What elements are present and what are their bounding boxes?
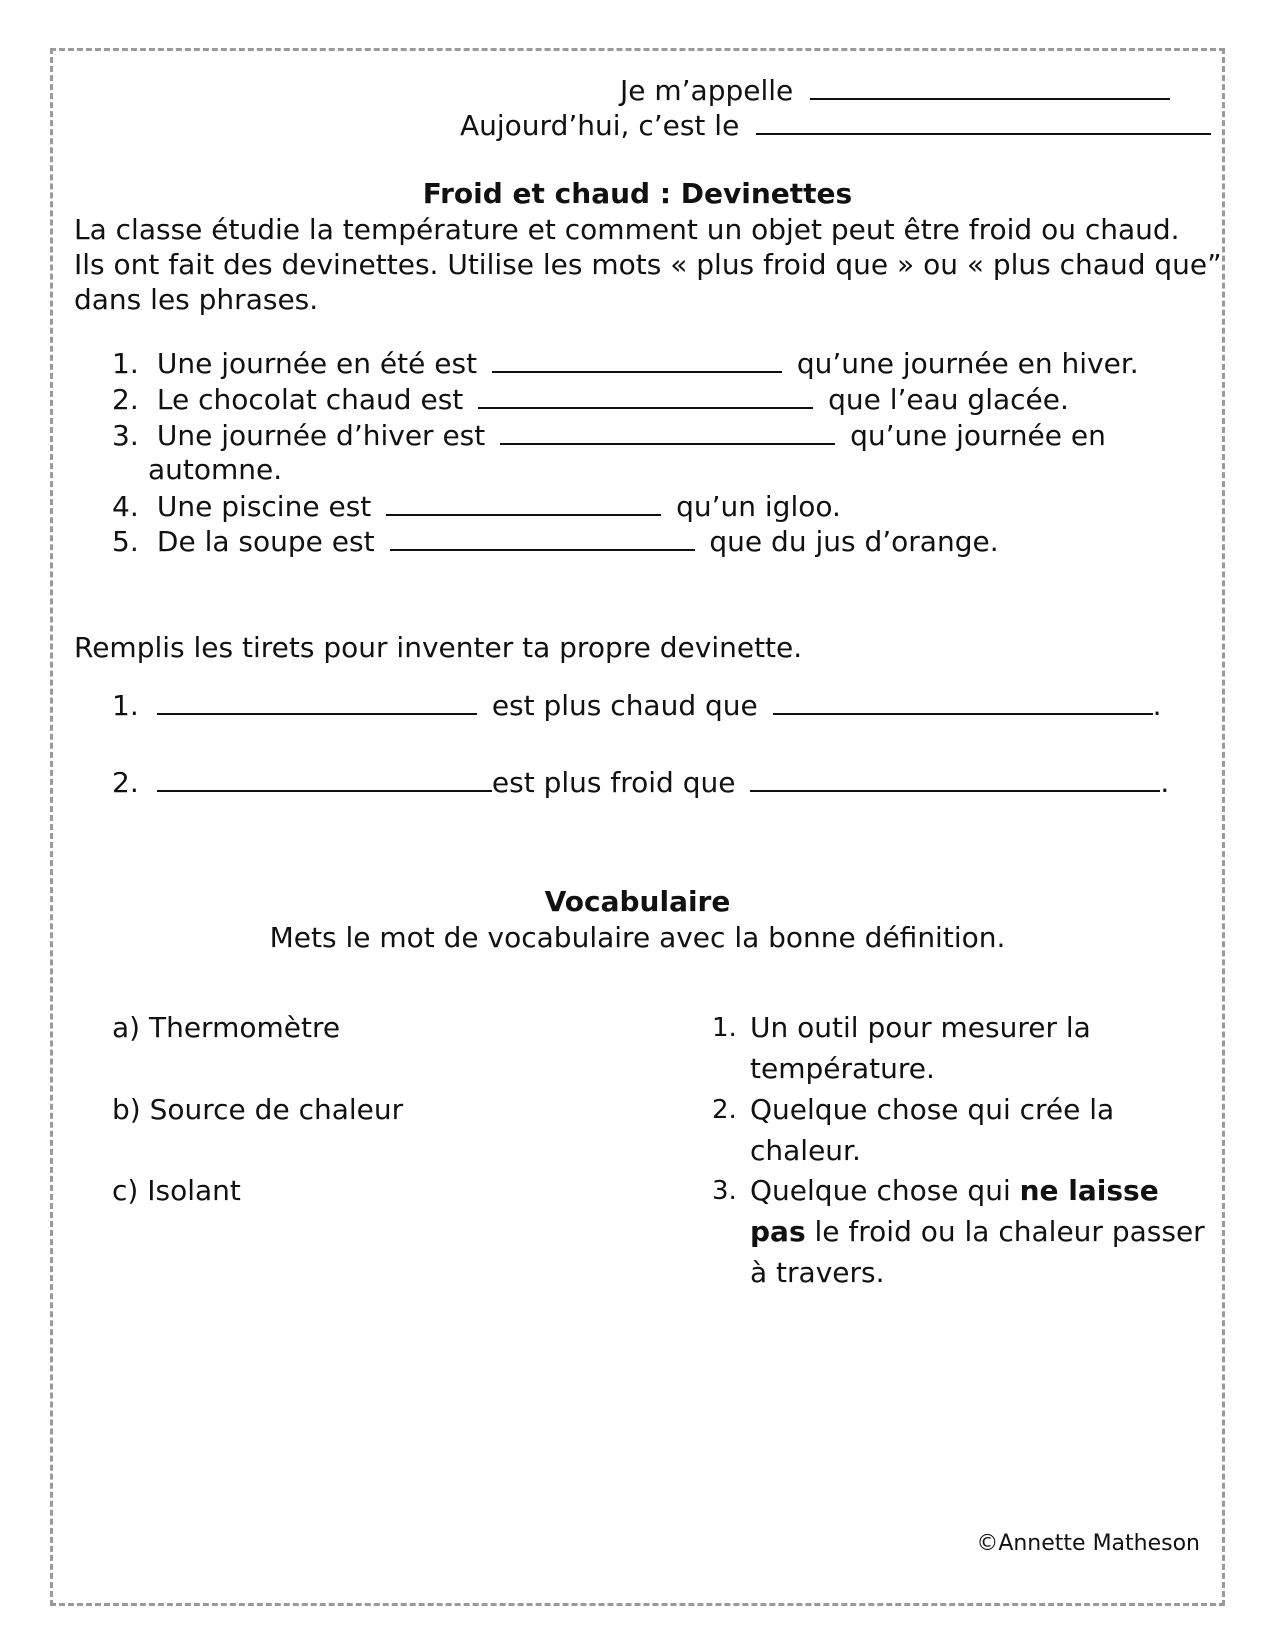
definition-number: 1.	[712, 1013, 737, 1043]
intro-line-2: Ils ont fait des devinettes. Utilise les mots « plus froid que » ou « plus chaud que”	[74, 248, 1222, 281]
question-number: 1.	[112, 347, 139, 380]
question-text: qu’une journée en hiver.	[796, 347, 1139, 380]
riddle-number: 1.	[112, 689, 139, 722]
question-number: 4.	[112, 490, 139, 523]
riddle-2	[112, 764, 1169, 801]
definition-number: 3.	[712, 1176, 737, 1206]
question-text: qu’un igloo.	[676, 490, 841, 523]
intro-line-3: dans les phrases.	[74, 283, 319, 316]
riddle-number: 2.	[112, 766, 139, 799]
vocab-term-b: b) Source de chaleur	[112, 1093, 404, 1126]
definition-number: 2.	[712, 1095, 737, 1125]
name-label: Je m’appelle	[620, 74, 794, 107]
question-text: Une piscine est	[156, 490, 372, 523]
vocab-title: Vocabulaire	[544, 885, 731, 918]
vocab-instruction: Mets le mot de vocabulaire avec la bonne définition.	[269, 921, 1006, 954]
date-blank[interactable]	[756, 107, 1211, 135]
name-blank[interactable]	[810, 72, 1170, 100]
intro-line-1: La classe étudie la température et comment un objet peut être froid ou chaud.	[74, 213, 1180, 246]
question-3-continuation: automne.	[148, 453, 283, 486]
question-number: 3.	[112, 419, 139, 452]
definition-emphasis: pas	[750, 1215, 806, 1248]
question-text: Une journée d’hiver est	[156, 419, 486, 452]
date-line	[460, 107, 1211, 144]
riddle-period: .	[1160, 766, 1170, 799]
riddle-blank-subject[interactable]	[157, 764, 492, 792]
riddle-text: est plus chaud que	[491, 689, 758, 722]
question-text: De la soupe est	[156, 525, 375, 558]
question-text: Le chocolat chaud est	[156, 383, 464, 416]
answer-blank[interactable]	[386, 488, 661, 516]
definition-2-line-1: Quelque chose qui crée la	[750, 1093, 1115, 1126]
definition-emphasis: ne laisse	[1019, 1174, 1159, 1207]
riddle-blank-object[interactable]	[773, 687, 1153, 715]
question-1	[112, 345, 1139, 382]
riddle-period: .	[1152, 689, 1162, 722]
answer-blank[interactable]	[478, 381, 813, 409]
question-2	[112, 381, 1069, 418]
definition-3-line-2	[750, 1214, 1205, 1250]
name-line	[620, 72, 1170, 109]
question-text: qu’une journée en	[850, 419, 1106, 452]
question-text: que du jus d’orange.	[709, 525, 999, 558]
copyright-notice: ©Annette Matheson	[976, 1531, 1200, 1556]
definition-text: Quelque chose qui	[750, 1174, 1020, 1207]
answer-blank[interactable]	[492, 345, 782, 373]
vocab-term-a: a) Thermomètre	[112, 1011, 341, 1044]
riddle-blank-subject[interactable]	[157, 687, 477, 715]
definition-3-line-3: à travers.	[750, 1256, 885, 1289]
riddle-1	[112, 687, 1162, 724]
question-text: Une journée en été est	[156, 347, 478, 380]
question-text: que l’eau glacée.	[828, 383, 1069, 416]
answer-blank[interactable]	[390, 523, 695, 551]
question-4	[112, 488, 841, 525]
question-number: 5.	[112, 525, 139, 558]
answer-blank[interactable]	[500, 417, 835, 445]
question-number: 2.	[112, 383, 139, 416]
date-label: Aujourd’hui, c’est le	[460, 109, 740, 142]
riddle-instruction: Remplis les tirets pour inventer ta propre devinette.	[74, 631, 803, 664]
question-3	[112, 417, 1106, 454]
question-5	[112, 523, 999, 560]
definition-text: le froid ou la chaleur passer	[805, 1215, 1205, 1248]
definition-1-line-2: température.	[750, 1052, 935, 1085]
definition-3-line-1	[750, 1173, 1159, 1209]
definition-1-line-1: Un outil pour mesurer la	[750, 1011, 1091, 1044]
riddle-text: est plus froid que	[491, 766, 736, 799]
riddle-blank-object[interactable]	[750, 764, 1160, 792]
vocab-term-c: c) Isolant	[112, 1174, 241, 1207]
definition-2-line-2: chaleur.	[750, 1134, 861, 1167]
section-title: Froid et chaud : Devinettes	[422, 177, 853, 210]
